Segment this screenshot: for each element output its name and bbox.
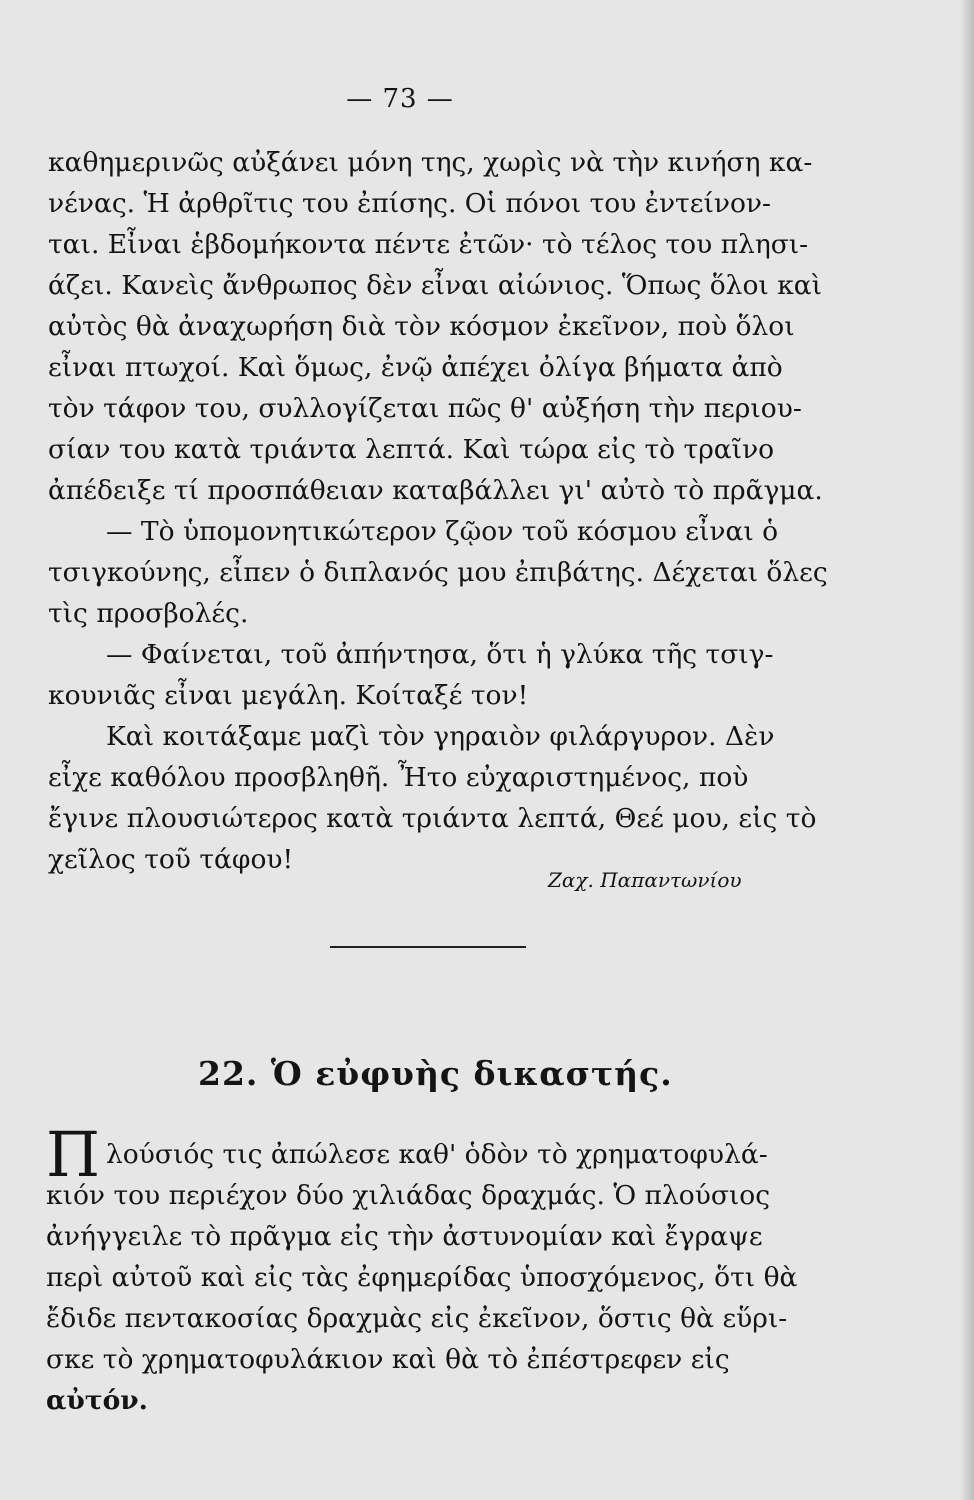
text-line: ται. Εἶναι ἑβδομήκοντα πέντε ἐτῶν· τὸ τέλος του πλησι- — [48, 229, 809, 260]
text-line: χεῖλος τοῦ τάφου! — [48, 844, 294, 875]
text-line: ἀπέδειξε τί προσπάθειαν καταβάλλει γι' αὐτὸ τὸ πρᾶγμα. — [48, 475, 823, 506]
text-line: καθημερινῶς αὐξάνει μόνη της, χωρὶς νὰ τὴν κινήση κα- — [48, 147, 813, 178]
text-line: νένας. Ἡ ἀρθρῖτις του ἐπίσης. Οἱ πόνοι του ἐντείνον- — [48, 188, 771, 219]
section-text-line: σκε τὸ χρηματοφυλάκιον καὶ θὰ τὸ ἐπέστρεφεν εἰς — [46, 1344, 730, 1375]
text-line: εἶχε καθόλου προσβληθῆ. Ἦτο εὐχαριστημένος, ποὺ — [48, 762, 749, 793]
text-line: — Τὸ ὑπομονητικώτερον ζῷον τοῦ κόσμου εἶναι ὁ — [106, 516, 779, 547]
text-line: σίαν του κατὰ τριάντα λεπτά. Καὶ τώρα εἰς τὸ τραῖνο — [48, 434, 775, 465]
section-text-line: αὐτόν. — [46, 1385, 148, 1416]
section-divider — [330, 946, 526, 948]
page-edge-shadow — [960, 0, 974, 1500]
text-line: ἔγινε πλουσιώτερος κατὰ τριάντα λεπτά, Θεέ μου, εἰς τὸ — [48, 803, 817, 834]
section-text-line: λούσιός τις ἀπώλεσε καθ' ὁδὸν τὸ χρηματοφυλά- — [106, 1139, 768, 1170]
section-text-line: κιόν του περιέχον δύο χιλιάδας δραχμάς. Ὁ πλούσιος — [46, 1180, 771, 1211]
text-line: τὸν τάφον του, συλλογίζεται πῶς θ' αὐξήση τὴν περιου- — [48, 393, 802, 424]
drop-cap: Π — [46, 1118, 101, 1191]
author-signature: Ζαχ. Παπαντωνίου — [548, 868, 742, 892]
text-line: τσιγκούνης, εἶπεν ὁ διπλανός μου ἐπιβάτης. Δέχεται ὅλες — [48, 557, 828, 588]
page-number: — 73 — — [346, 84, 454, 114]
text-line: τὶς προσβολές. — [48, 598, 249, 629]
section-title: 22. Ὁ εὐφυὴς δικαστής. — [198, 1054, 673, 1093]
text-line: εἶναι πτωχοί. Καὶ ὅμως, ἐνῷ ἀπέχει ὀλίγα βήματα ἀπὸ — [48, 352, 783, 383]
text-line: — Φαίνεται, τοῦ ἀπήντησα, ὅτι ἡ γλύκα τῆς τσιγ- — [106, 639, 774, 670]
section-text-line: περὶ αὐτοῦ καὶ εἰς τὰς ἐφημερίδας ὑποσχόμενος, ὅτι θὰ — [46, 1262, 798, 1293]
text-line: Καὶ κοιτάξαμε μαζὶ τὸν γηραιὸν φιλάργυρον. Δὲν — [106, 721, 775, 752]
section-text-line: ἀνήγγειλε τὸ πρᾶγμα εἰς τὴν ἀστυνομίαν καὶ ἔγραψε — [46, 1221, 763, 1252]
section-text-line: ἔδιδε πεντακοσίας δραχμὰς εἰς ἐκεῖνον, ὅστις θὰ εὕρι- — [46, 1303, 788, 1334]
text-line: κουνιᾶς εἶναι μεγάλη. Κοίταξέ τον! — [48, 680, 529, 711]
text-line: αὐτὸς θὰ ἀναχωρήση διὰ τὸν κόσμον ἐκεῖνον, ποὺ ὅλοι — [48, 311, 795, 342]
text-line: άζει. Κανεὶς ἄνθρωπος δὲν εἶναι αἰώνιος. Ὅπως ὅλοι καὶ — [48, 270, 823, 301]
